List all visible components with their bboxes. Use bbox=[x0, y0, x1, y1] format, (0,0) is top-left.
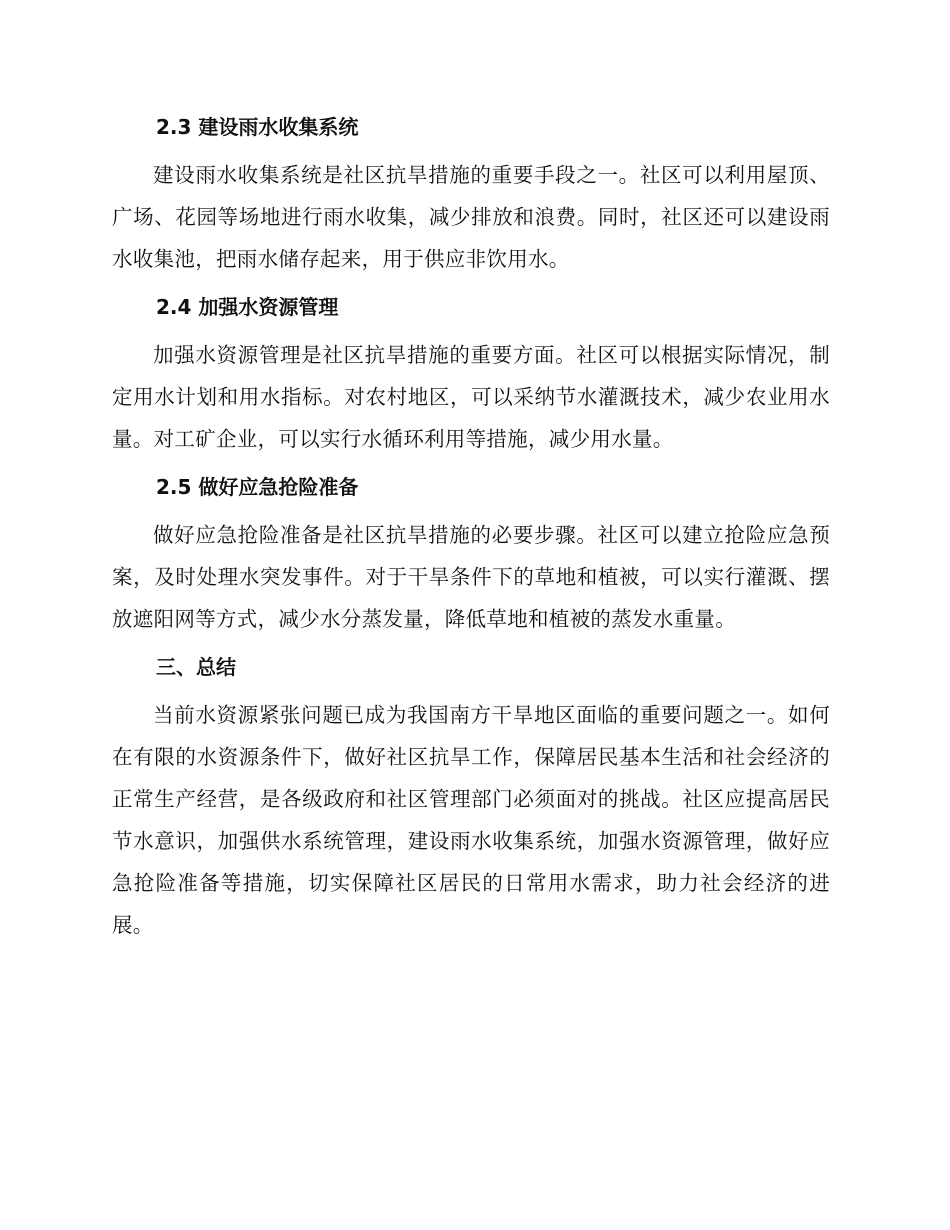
section-water-management bbox=[112, 292, 830, 460]
section-paragraph: 当前水资源紧张问题已成为我国南方干旱地区面临的重要问题之一。如何在有限的水资源条件下，做好社区抗旱工作，保障居民基本生活和社会经济的正常生产经营，是各级政府和社区管理部门必须面对的挑战。社区应提高居民节水意识，加强供水系统管理，建设雨水收集系统，加强水资源管理，做好应急抢险准备等措施，切实保障社区居民的日常用水需求，助力社会经济的进展。 bbox=[112, 703, 830, 937]
section-heading: 三、总结 bbox=[156, 655, 236, 679]
section-paragraph: 做好应急抢险准备是社区抗旱措施的必要步骤。社区可以建立抢险应急预案，及时处理水突发事件。对于干旱条件下的草地和植被，可以实行灌溉、摆放遮阳网等方式，减少水分蒸发量，降低草地和植被的蒸发水重量。 bbox=[112, 523, 830, 631]
section-paragraph: 加强水资源管理是社区抗旱措施的重要方面。社区可以根据实际情况，制定用水计划和用水指标。对农村地区，可以采纳节水灌溉技术，减少农业用水量。对工矿企业，可以实行水循环利用等措施，减少用水量。 bbox=[112, 343, 830, 451]
section-summary bbox=[112, 652, 830, 946]
section-paragraph: 建设雨水收集系统是社区抗旱措施的重要手段之一。社区可以利用屋顶、广场、花园等场地进行雨水收集，减少排放和浪费。同时，社区还可以建设雨水收集池，把雨水储存起来，用于供应非饮用水。 bbox=[112, 163, 830, 271]
section-heading: 2.4 加强水资源管理 bbox=[156, 295, 339, 319]
document-content bbox=[112, 112, 830, 946]
section-rainwater-collection bbox=[112, 112, 830, 280]
section-heading: 2.5 做好应急抢险准备 bbox=[156, 475, 359, 499]
section-emergency-preparation bbox=[112, 472, 830, 640]
section-heading: 2.3 建设雨水收集系统 bbox=[156, 115, 359, 139]
